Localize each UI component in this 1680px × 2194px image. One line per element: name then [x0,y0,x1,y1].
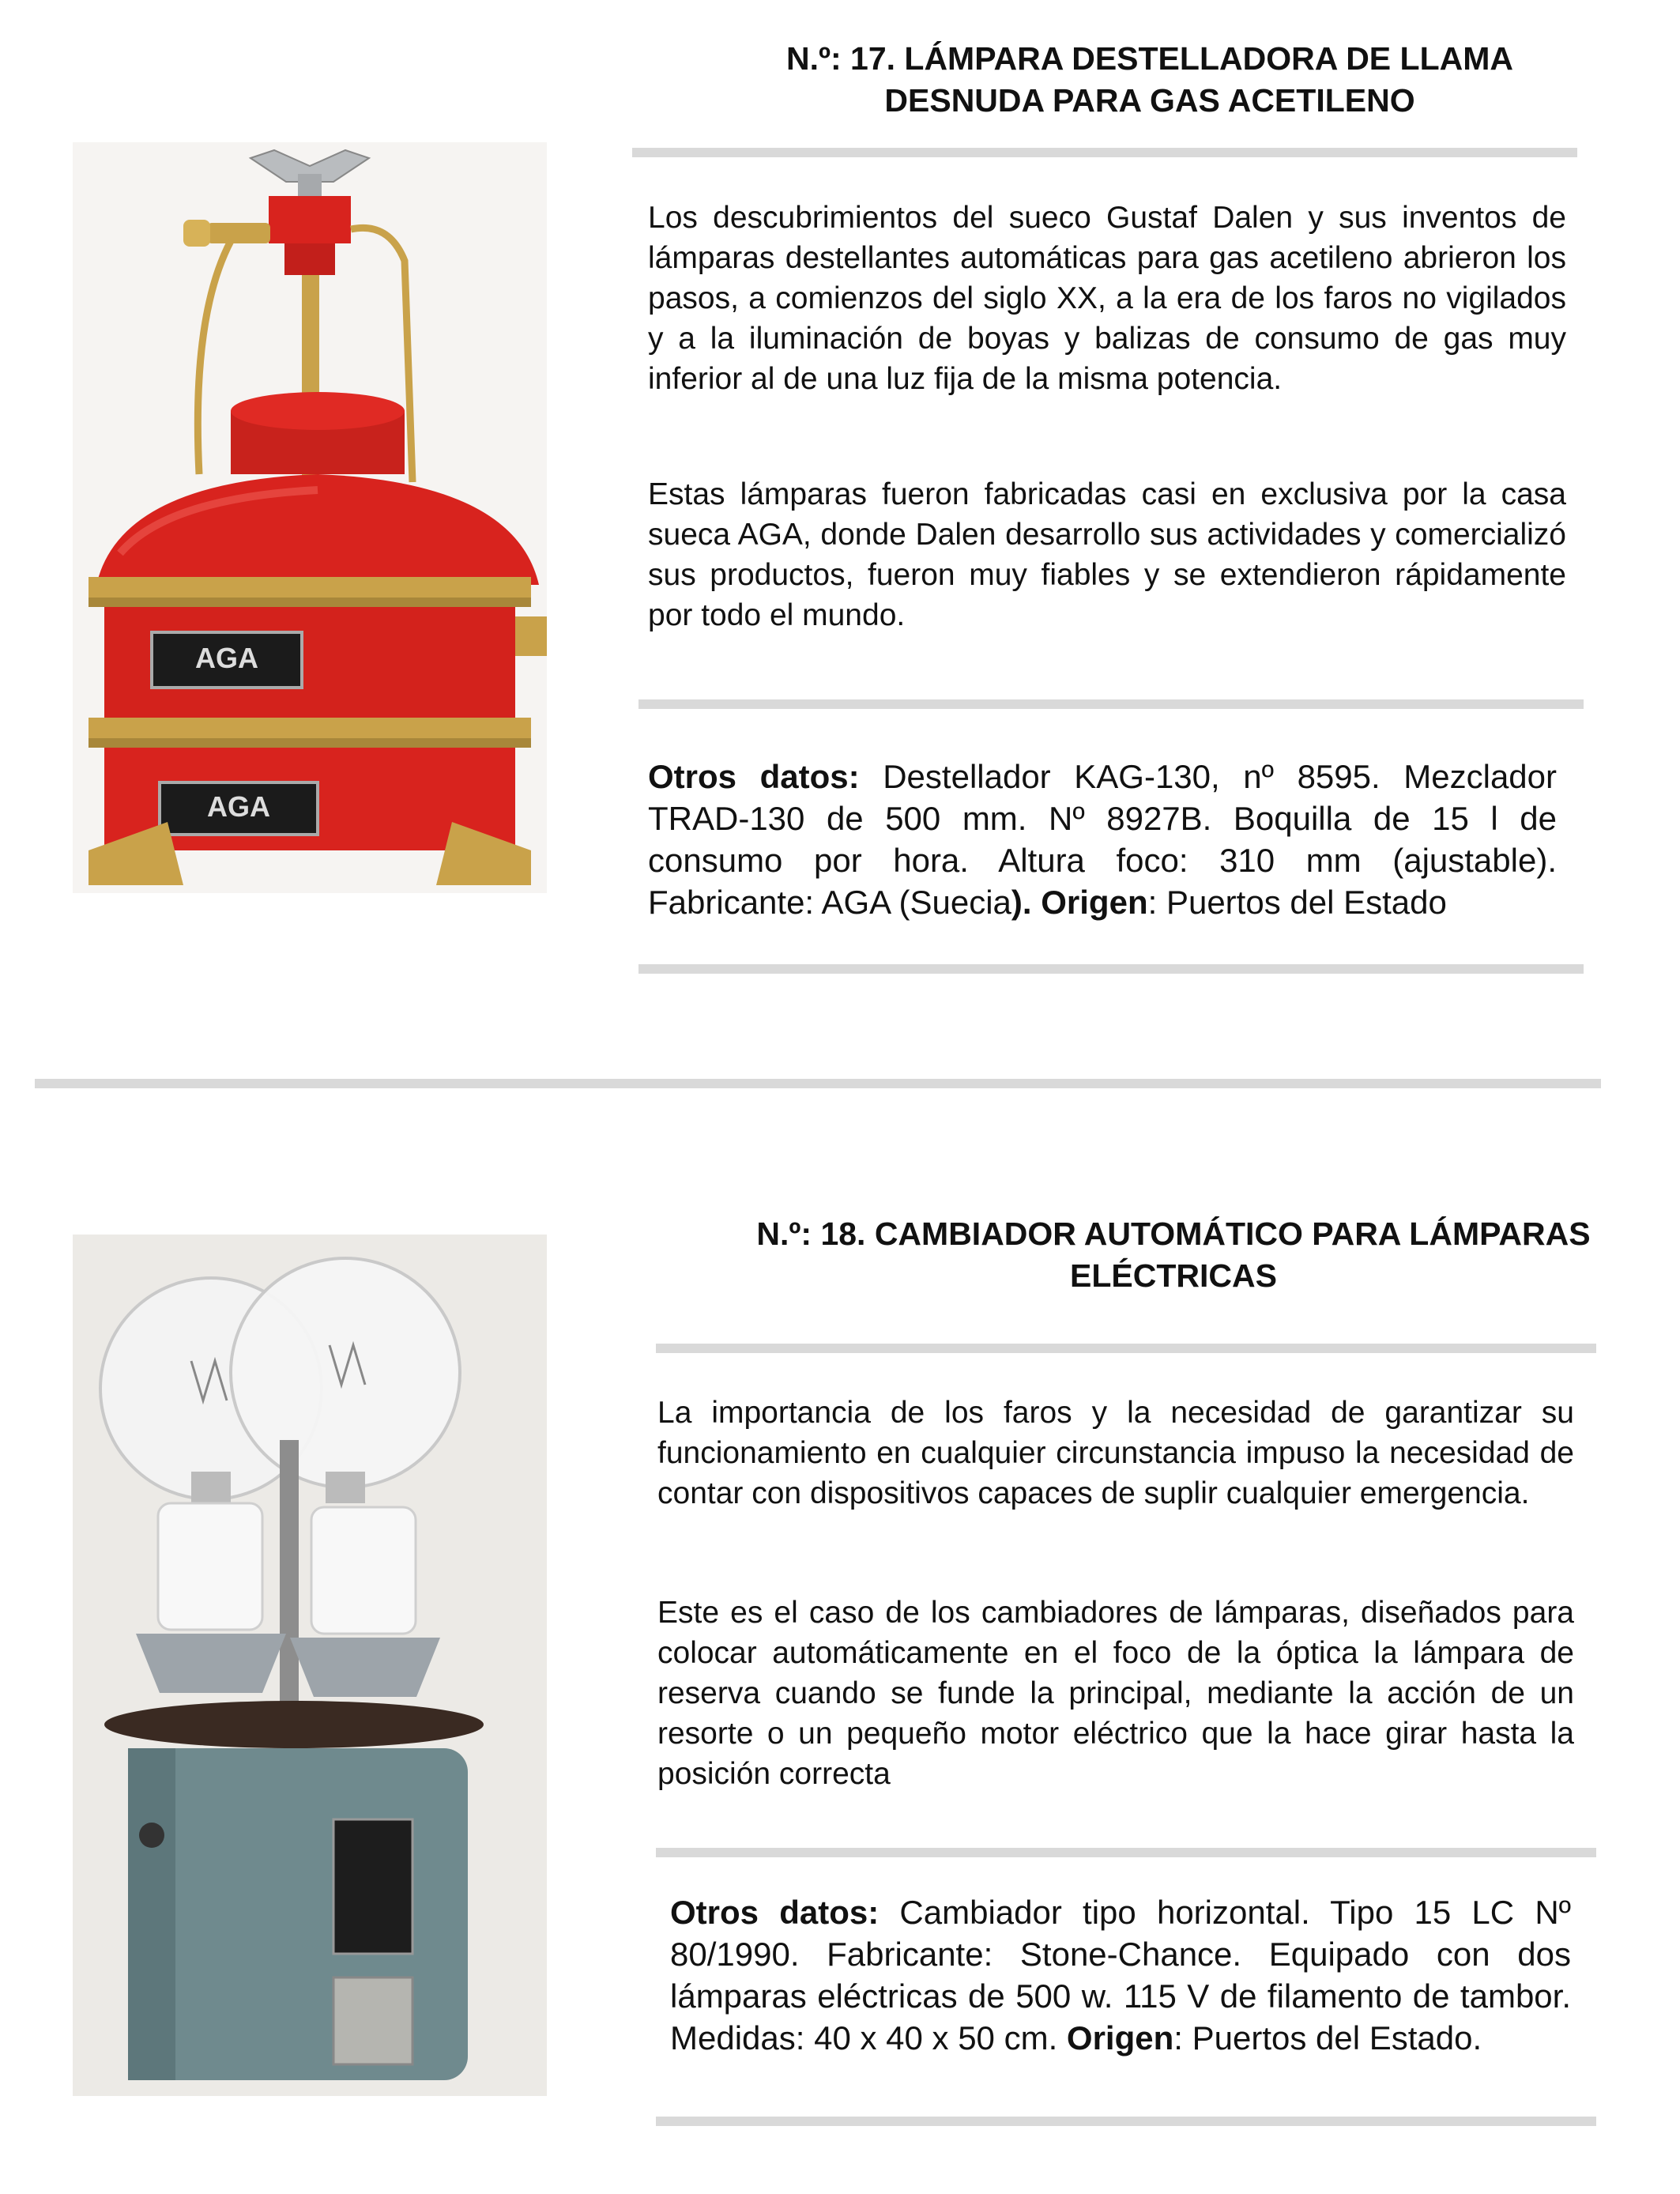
section-separator [35,1079,1601,1088]
item-17-title-line2: DESNUDA PARA GAS ACETILENO [884,82,1415,119]
item-17-description-1: Los descubrimientos del sueco Gustaf Dalen y sus inventos de lámparas destellantes automáticas para gas acetileno abrieron los pasos, a comienzos del siglo XX, a la era de los faros no vigilados y a la iluminación de boyas y balizas de consumo de gas muy inferior al de una luz fija de la misma potencia. [648,201,1566,396]
item-17-other-data [648,756,1557,923]
aga-plate-text-2: AGA [207,790,270,823]
divider [638,964,1584,974]
item-18-description-1: La importancia de los faros y la necesidad de garantizar su funcionamiento en cualquier circunstancia impuso la necesidad de contar con dispositivos capaces de suplir cualquier emergencia. [657,1396,1574,1510]
item-18-other-data [670,1891,1571,2059]
origin-label: Origen [1031,884,1148,921]
item-17-title-line1: N.º: 17. LÁMPARA DESTELLADORA DE LLAMA [786,40,1513,77]
item-17-title [624,38,1675,122]
acetylene-lamp-illustration [73,142,547,893]
other-data-close: ). [1011,884,1032,921]
divider [656,2117,1596,2126]
other-data-text: Cambiador tipo horizontal. Tipo 15 LC Nº 80/1990. Fabricante: Stone-Chance. Equipado con dos lámparas eléctricas de 500 w. 115 V de filamento de tambor. Medidas: 40 x 40 x 50 cm. [670,1894,1571,2056]
origin-text: : Puertos del Estado [1147,884,1447,921]
other-data-label: Otros datos: [670,1894,880,1931]
item-17-description-2: Estas lámparas fueron fabricadas casi en exclusiva por la casa sueca AGA, donde Dalen desarrollo sus actividades y comercializó sus productos, fueron muy fiables y se extendieron rápidamente por todo el mundo. [648,477,1566,632]
lamp-changer-illustration [73,1235,547,2096]
other-data-label: Otros datos: [648,758,860,795]
divider [656,1848,1596,1857]
other-data-text: Destellador KAG-130, nº 8595. Mezclador TRAD-130 de 500 mm. Nº 8927B. Boquilla de 15 l de consumo por hora. Altura foco: 310 mm (ajustable). Fabricante: AGA (Suecia [648,758,1558,921]
divider [638,699,1584,709]
item-18-title-line2: ELÉCTRICAS [1070,1257,1277,1294]
divider [656,1344,1596,1353]
origin-text: : Puertos del Estado. [1173,2019,1482,2056]
item-17-photo [73,142,547,893]
origin-label: Origen [1057,2019,1174,2056]
item-18-title [648,1213,1680,1297]
aga-plate-text: AGA [195,642,258,674]
item-18-title-line1: N.º: 18. CAMBIADOR AUTOMÁTICO PARA LÁMPARAS [756,1216,1591,1252]
divider [632,148,1577,157]
item-18-description-2: Este es el caso de los cambiadores de lámparas, diseñados para colocar automáticamente en el foco de la óptica la lámpara de reserva cuando se funde la principal, mediante la acción de un resorte o un pequeño motor eléctrico que la hace girar hasta la posición correcta [657,1596,1574,1791]
item-18-photo [73,1235,547,2096]
